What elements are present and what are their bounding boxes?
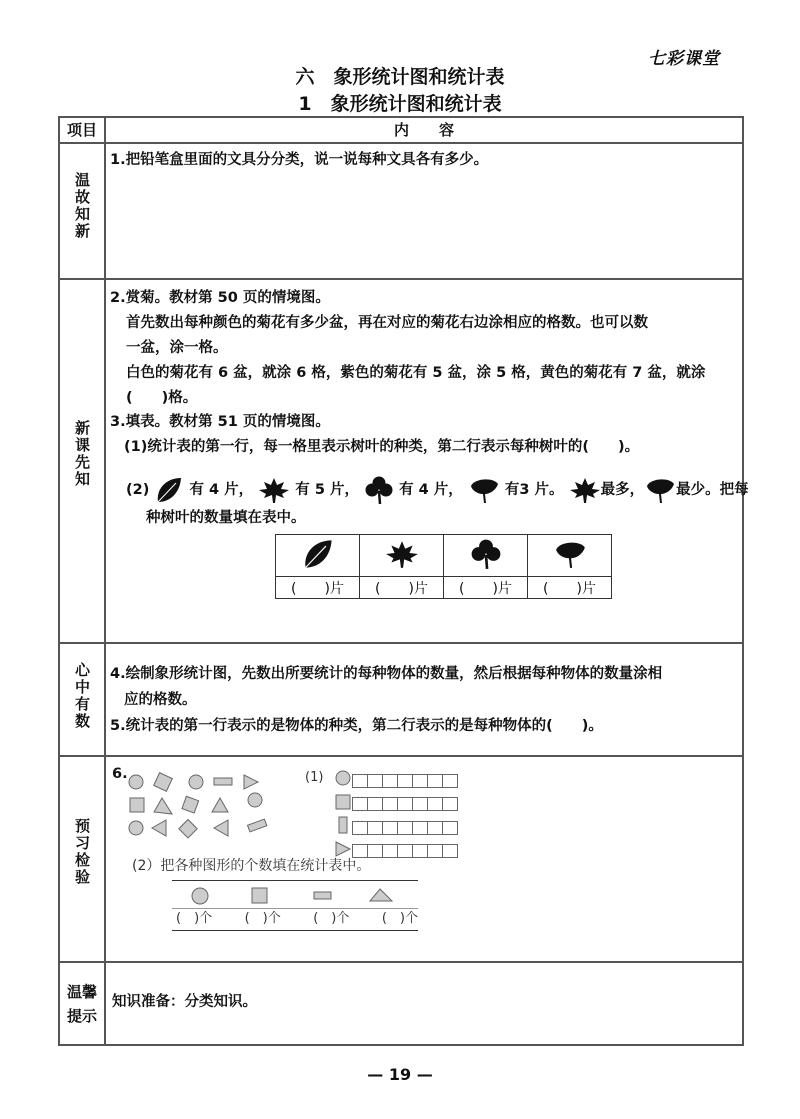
circle-shape-icon	[192, 888, 208, 904]
leaf4-count: 有3 片。	[504, 482, 564, 498]
most-text: 最多，	[600, 482, 645, 498]
row-divider	[58, 642, 744, 644]
row-label-new: 新课先知	[73, 420, 91, 488]
item2-title: 2.赏菊。教材第 50 页的情境图。	[110, 290, 330, 306]
item2-line3: 白色的菊花有 6 盆，就涂 6 格，紫色的菊花有 5 盆，涂 5 格，黄色的菊花有 7 盆，就涂	[126, 365, 706, 381]
square-shape-icon	[334, 793, 352, 811]
oval-leaf-icon	[301, 537, 335, 571]
leaf-table-header	[360, 535, 444, 577]
row-divider	[58, 278, 744, 280]
row-divider	[58, 755, 744, 757]
square-shape-icon	[252, 888, 267, 903]
shape-table-mid-line	[172, 908, 418, 909]
item2-line4: ( )格。	[126, 390, 198, 406]
rectangle-shape-icon	[314, 892, 331, 899]
ginkgo-leaf-icon	[644, 476, 676, 504]
shape-count-row	[176, 910, 418, 928]
leaf1-count: 有 4 片，	[189, 482, 254, 498]
item4-line1: 4.绘制象形统计图，先数出所要统计的每种物体的数量，然后根据每种物体的数量涂相	[110, 666, 663, 682]
triangle-shape-icon	[334, 840, 352, 858]
clover-leaf-icon	[470, 538, 502, 570]
item3-title: 3.填表。教材第 51 页的情境图。	[110, 414, 330, 430]
header-item-col: 项目	[66, 121, 97, 139]
row-label-preview: 预习检验	[73, 818, 91, 886]
shape-table-bottom-line	[172, 930, 418, 931]
maple-leaf-icon	[385, 539, 419, 569]
item5: 5.统计表的第一行表示的是物体的种类，第二行表示的是每种物体的( )。	[110, 718, 603, 734]
leaf-table-header	[276, 535, 360, 577]
leaf-table-cell[interactable]: ( )片	[444, 577, 528, 599]
ginkgo-leaf-icon	[468, 476, 500, 504]
shapes-illustration	[124, 770, 284, 842]
leaf-table-cell[interactable]: ( )片	[360, 577, 444, 599]
brand-logo: 七彩课堂	[648, 49, 720, 69]
row-label-tips: 温馨 提示	[66, 983, 97, 1025]
row-divider	[58, 142, 744, 144]
item2-line1: 首先数出每种颜色的菊花有多少盆，再在对应的菊花右边涂相应的格数。也可以数	[126, 315, 648, 331]
rectangle-shape-icon	[334, 816, 352, 834]
section-title: 1 象形统计图和统计表	[298, 93, 502, 115]
least-text: 最少。把每	[676, 482, 749, 498]
item6-number: 6.	[112, 766, 128, 782]
ginkgo-leaf-icon	[553, 539, 587, 569]
oval-leaf-icon	[154, 475, 184, 505]
column-divider	[104, 116, 106, 1044]
item3-q1: (1)统计表的第一行，每一格里表示树叶的种类，第二行表示每种树叶的( )。	[124, 439, 640, 455]
item4-line2: 应的格数。	[124, 692, 197, 708]
row-label-review: 温故知新	[73, 172, 91, 240]
shape-table-header	[188, 885, 413, 907]
maple-leaf-icon	[569, 476, 601, 504]
coloring-grid[interactable]	[334, 769, 457, 863]
leaf-table-cell[interactable]: ( )片	[276, 577, 360, 599]
leaf-table-cell[interactable]: ( )片	[528, 577, 612, 599]
q2-text: (2）把各种图形的个数填在统计表中。	[132, 858, 371, 874]
row-divider	[58, 961, 744, 963]
item3-q2-line2: 种树叶的数量填在表中。	[146, 510, 306, 526]
chapter-title: 六 象形统计图和统计表	[295, 66, 505, 88]
leaf-count-table	[275, 534, 612, 599]
shape-table-top-line	[172, 880, 418, 881]
clover-leaf-icon	[364, 475, 394, 505]
item2-line2: 一盆，涂一格。	[126, 340, 228, 356]
tips-text: 知识准备：分类知识。	[112, 994, 257, 1010]
q1-label: (1)	[305, 770, 324, 785]
maple-leaf-icon	[258, 476, 290, 504]
row-label-mind: 心中有数	[73, 662, 91, 730]
header-content-col: 内 容	[393, 121, 454, 139]
review-item-1: 1.把铅笔盒里面的文具分分类，说一说每种文具各有多少。	[110, 152, 489, 168]
page-number: — 19 —	[367, 1065, 433, 1084]
leaf-table-header	[444, 535, 528, 577]
circle-shape-icon	[334, 769, 352, 787]
shape-count-cell[interactable]: ( )个	[244, 911, 281, 926]
leaf-table-header	[528, 535, 612, 577]
triangle-shape-icon	[370, 889, 392, 901]
leaf2-count: 有 5 片，	[295, 482, 359, 498]
q2-prefix: (2)	[126, 482, 150, 498]
shape-count-cell[interactable]: ( )个	[313, 911, 350, 926]
shape-count-cell[interactable]: ( )个	[381, 911, 418, 926]
shape-count-cell[interactable]: ( )个	[176, 911, 213, 926]
item3-q2-line	[126, 475, 749, 505]
leaf3-count: 有 4 片，	[399, 482, 463, 498]
